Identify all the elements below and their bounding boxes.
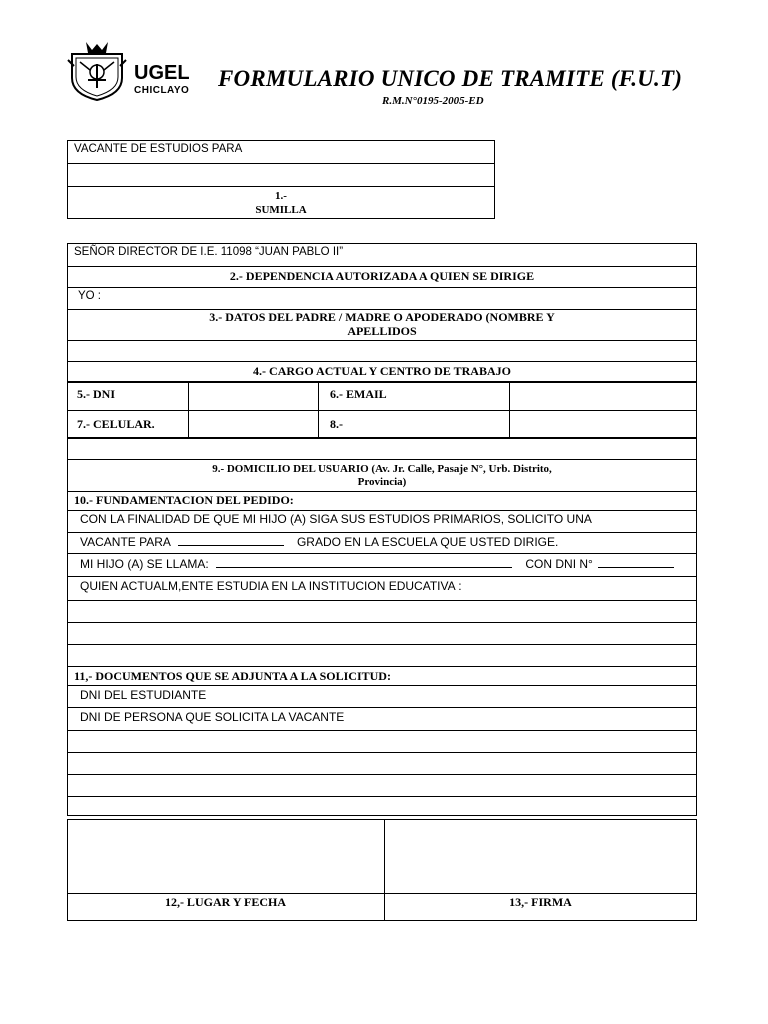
form-subtitle: R.M.N°0195-2005-ED xyxy=(382,95,484,107)
form-title: FORMULARIO UNICO DE TRAMITE (F.U.T) xyxy=(218,66,683,91)
sumilla-label: SUMILLA xyxy=(255,204,307,216)
fundamentacion-label: 10.- FUNDAMENTACION DEL PEDIDO: xyxy=(74,493,294,507)
fund-line3 xyxy=(80,557,674,571)
crest-icon xyxy=(66,40,128,102)
ugel-logo xyxy=(66,40,202,102)
grado-blank[interactable] xyxy=(178,535,284,546)
celular-field[interactable] xyxy=(189,411,317,436)
domicilio-label-1: 9.- DOMICILIO DEL USUARIO (Av. Jr. Calle, Pasaje N°, Urb. Distrito, xyxy=(212,463,552,475)
datos-label-1: 3.- DATOS DEL PADRE / MADRE O APODERADO (NOMBRE Y xyxy=(209,310,555,324)
dni-field[interactable] xyxy=(189,382,317,409)
cargo-label: 4.- CARGO ACTUAL Y CENTRO DE TRABAJO xyxy=(253,364,511,378)
email-label: 6.- EMAIL xyxy=(330,387,387,401)
celular-label: 7.- CELULAR. xyxy=(77,417,155,431)
field8-label: 8.- xyxy=(330,417,343,431)
lugar-label: 12,- LUGAR Y FECHA xyxy=(164,895,287,909)
brand-name: UGEL xyxy=(134,62,190,84)
fund-line3-a: MI HIJO (A) SE LLAMA: xyxy=(80,557,209,571)
sumilla-value[interactable]: VACANTE DE ESTUDIOS PARA xyxy=(74,143,243,155)
datos-label-2: APELLIDOS xyxy=(347,324,417,338)
domicilio-label-2: Provincia) xyxy=(357,476,407,488)
lugar-fecha-field[interactable] xyxy=(68,820,383,892)
doc1: DNI DEL ESTUDIANTE xyxy=(80,688,207,702)
sumilla-label-num: 1.- xyxy=(275,190,287,202)
documentos-label: 11,- DOCUMENTOS QUE SE ADJUNTA A LA SOLICITUD: xyxy=(74,669,391,683)
yo-field[interactable]: YO : xyxy=(78,290,102,302)
dni-hijo-blank[interactable] xyxy=(598,557,674,568)
brand-sub: CHICLAYO xyxy=(134,85,190,96)
dni-label: 5.- DNI xyxy=(77,387,115,401)
dependencia-label: 2.- DEPENDENCIA AUTORIZADA A QUIEN SE DIRIGE xyxy=(229,269,535,283)
fund-line2-b: GRADO EN LA ESCUELA QUE USTED DIRIGE. xyxy=(296,535,559,549)
doc2: DNI DE PERSONA QUE SOLICITA LA VACANTE xyxy=(80,710,345,724)
fund-line3-b: CON DNI N° xyxy=(525,557,593,571)
field8-value[interactable] xyxy=(510,411,696,436)
fund-line4: QUIEN ACTUALM,ENTE ESTUDIA EN LA INSTITUCION EDUCATIVA : xyxy=(80,579,462,593)
email-field[interactable] xyxy=(510,382,696,409)
fund-line1: CON LA FINALIDAD DE QUE MI HIJO (A) SIGA SUS ESTUDIOS PRIMARIOS, SOLICITO UNA xyxy=(80,512,592,526)
fund-line2-a: VACANTE PARA xyxy=(80,535,171,549)
nombre-hijo-blank[interactable] xyxy=(216,557,512,568)
fund-line2 xyxy=(80,535,558,549)
firma-field[interactable] xyxy=(385,820,696,892)
dependencia-value[interactable]: SEÑOR DIRECTOR DE I.E. 11098 “JUAN PABLO II” xyxy=(74,246,344,258)
firma-label: 13,- FIRMA xyxy=(509,895,572,909)
